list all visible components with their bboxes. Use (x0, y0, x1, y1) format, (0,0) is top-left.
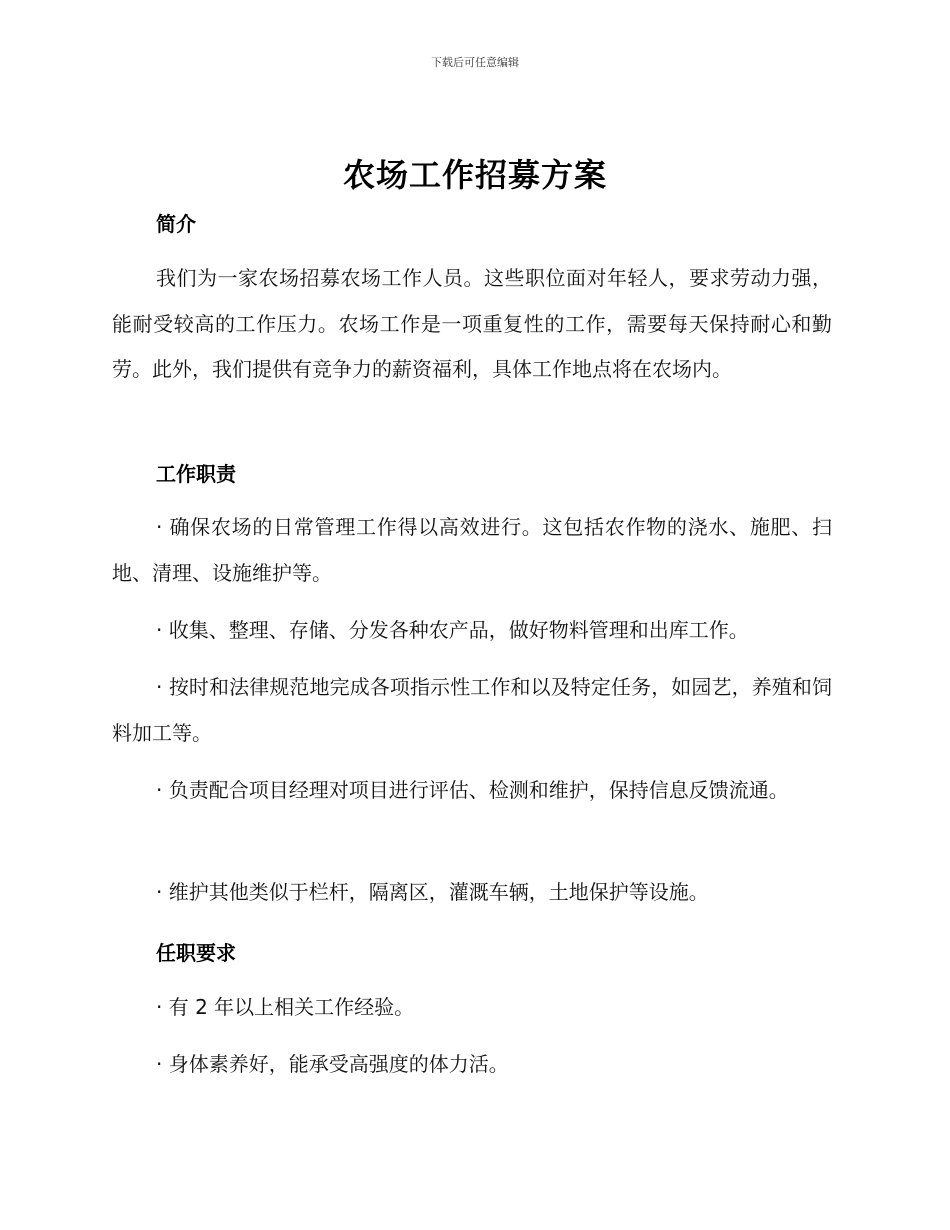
duty-item: · 收集、整理、存储、分发各种农产品，做好物料管理和出库工作。 (156, 618, 749, 642)
section-heading-intro: 简介 (156, 212, 196, 236)
section-heading-duties: 工作职责 (156, 462, 236, 486)
document-title: 农场工作招募方案 (342, 156, 607, 194)
duty-item: · 维护其他类似于栏杆，隔离区，灌溉车辆，土地保护等设施。 (156, 880, 709, 904)
requirement-item: · 身体素养好，能承受高强度的体力活。 (156, 1052, 509, 1076)
intro-paragraph: 我们为一家农场招募农场工作人员。这些职位面对年轻人，要求劳动力强，能耐受较高的工作压力。农场工作是一项重复性的工作，需要每天保持耐心和勤劳。此外，我们提供有竞争力的薪资福利，具体工作地点将在农场内。 (112, 266, 832, 381)
duty-item: · 负责配合项目经理对项目进行评估、检测和维护，保持信息反馈流通。 (156, 778, 789, 802)
duty-item: · 按时和法律规范地完成各项指示性工作和以及特定任务，如园艺，养殖和饲料加工等。 (112, 675, 832, 745)
section-heading-requirements: 任职要求 (156, 941, 236, 965)
requirement-item: · 有 2 年以上相关工作经验。 (156, 995, 415, 1019)
header-note: 下载后可任意编辑 (431, 56, 519, 69)
duty-item: · 确保农场的日常管理工作得以高效进行。这包括农作物的浇水、施肥、扫地、清理、设施维护等。 (112, 515, 832, 585)
